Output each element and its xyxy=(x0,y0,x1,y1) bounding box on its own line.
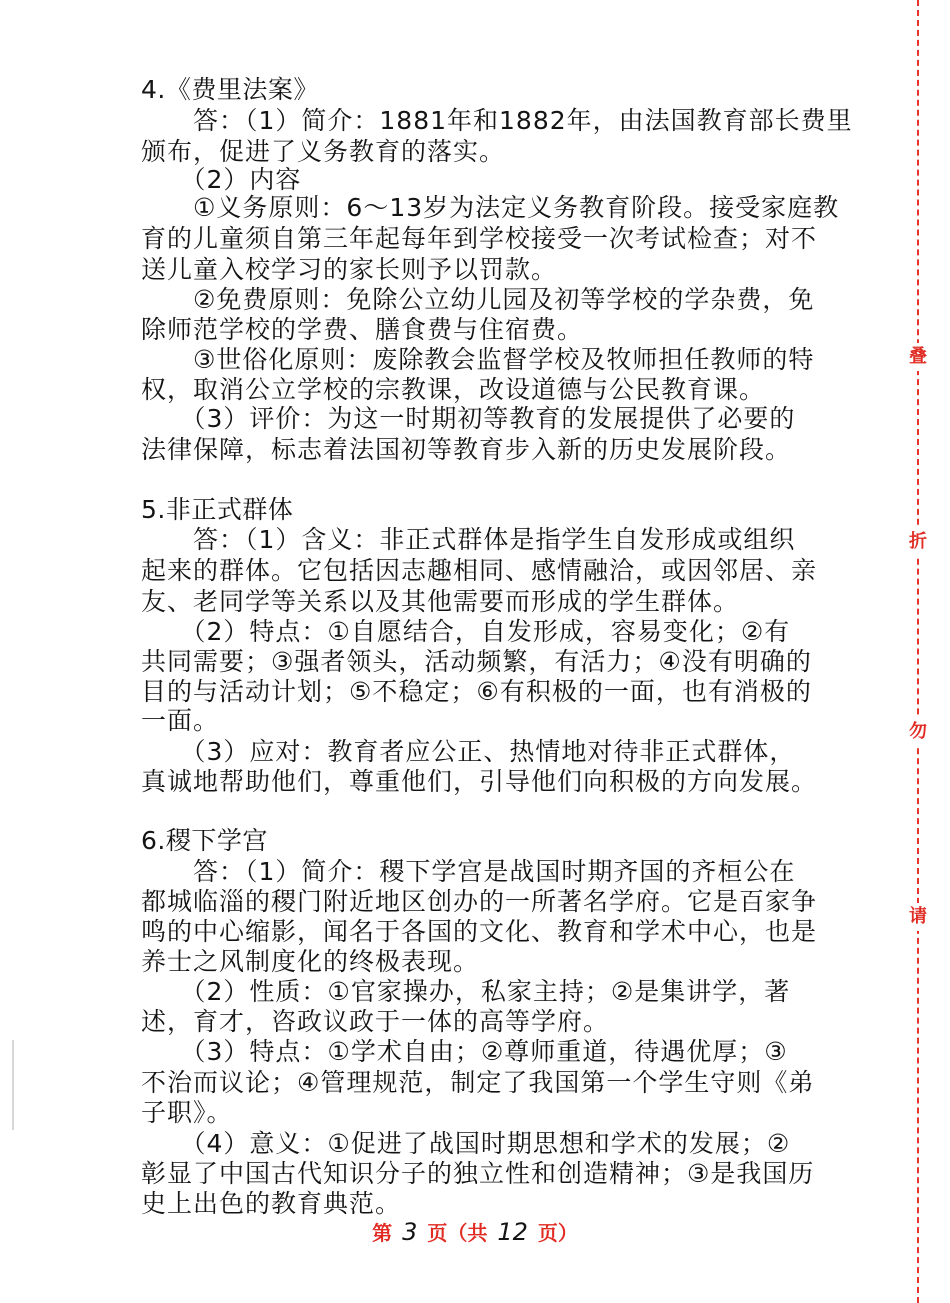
section-heading-6: 6.稷下学宫 xyxy=(141,826,268,855)
fold-label-wu: 勿 xyxy=(906,718,930,746)
fold-label-die: 叠 xyxy=(906,343,930,371)
section-4-line: 颁布，促进了义务教育的落实。 xyxy=(141,137,506,166)
section-4-line: 育的儿童须自第三年起每年到学校接受一次考试检查；对不 xyxy=(141,224,818,253)
section-4-line: （3）评价：为这一时期初等教育的发展提供了必要的 xyxy=(141,404,796,433)
section-4-line: 除师范学校的学费、膳食费与住宿费。 xyxy=(141,315,584,344)
fold-label-zhe: 折 xyxy=(906,528,930,556)
section-4-line: ③世俗化原则：废除教会监督学校及牧师担任教师的特 xyxy=(141,345,815,374)
section-5-line: 目的与活动计划；⑤不稳定；⑥有积极的一面，也有消极的 xyxy=(141,677,812,706)
section-6-line: 述，育才，咨政议政于一体的高等学府。 xyxy=(141,1007,610,1036)
page-number-footer xyxy=(0,1217,950,1246)
section-4-line: 权，取消公立学校的宗教课，改设道德与公民教育课。 xyxy=(141,375,766,404)
section-4-line: ①义务原则：6～13岁为法定义务教育阶段。接受家庭教 xyxy=(141,193,840,222)
footer-prefix: 第 xyxy=(372,1221,393,1245)
section-5-line: 共同需要；③强者领头，活动频繁，有活力；④没有明确的 xyxy=(141,647,812,676)
footer-suffix: 页） xyxy=(537,1221,578,1245)
section-6-line: 不治而议论；④管理规范，制定了我国第一个学生守则《弟 xyxy=(141,1068,815,1097)
section-heading-4: 4.《费里法案》 xyxy=(141,75,319,104)
section-4-line: 送儿童入校学习的家长则予以罚款。 xyxy=(141,255,558,284)
section-5-line: 真诚地帮助他们，尊重他们，引导他们向积极的方向发展。 xyxy=(141,767,818,796)
fold-line xyxy=(917,0,919,1303)
section-5-line: 友、老同学等关系以及其他需要而形成的学生群体。 xyxy=(141,587,740,616)
section-6-line: 都城临淄的稷门附近地区创办的一所著名学府。它是百家争 xyxy=(141,887,818,916)
footer-page: 3 xyxy=(402,1218,418,1246)
section-4-line: 答：（1）简介：1881年和1882年，由法国教育部长费里 xyxy=(141,106,853,135)
section-5-line: （3）应对：教育者应公正、热情地对待非正式群体， xyxy=(141,737,796,766)
section-6-line: 史上出色的教育典范。 xyxy=(141,1189,402,1218)
footer-middle: 页（共 xyxy=(427,1221,488,1245)
section-6-line: （4）意义：①促进了战国时期思想和学术的发展；② xyxy=(141,1129,791,1158)
section-4-line: ②免费原则：免除公立幼儿园及初等学校的学杂费，免 xyxy=(141,285,815,314)
section-5-line: （2）特点：①自愿结合，自发形成，容易变化；②有 xyxy=(141,617,791,646)
section-6-line: 彰显了中国古代知识分子的独立性和创造精神；③是我国历 xyxy=(141,1159,815,1188)
section-4-line: （2）内容 xyxy=(141,165,302,194)
section-4-line: 法律保障，标志着法国初等教育步入新的历史发展阶段。 xyxy=(141,435,792,464)
section-6-line: 子职》。 xyxy=(141,1098,233,1127)
fold-label-qing: 请 xyxy=(906,903,930,931)
section-6-line: （2）性质：①官家操办，私家主持；②是集讲学，著 xyxy=(141,977,791,1006)
section-6-line: 养士之风制度化的终极表现。 xyxy=(141,947,480,976)
section-heading-5: 5.非正式群体 xyxy=(141,495,294,524)
section-5-line: 起来的群体。它包括因志趣相同、感情融洽，或因邻居、亲 xyxy=(141,556,818,585)
footer-total: 12 xyxy=(497,1218,528,1246)
scan-edge-mark xyxy=(12,1040,14,1130)
section-6-line: 鸣的中心缩影，闻名于各国的文化、教育和学术中心，也是 xyxy=(141,917,818,946)
section-6-line: （3）特点：①学术自由；②尊师重道，待遇优厚；③ xyxy=(141,1037,788,1066)
section-5-line: 一面。 xyxy=(141,706,220,735)
section-6-line: 答：（1）简介：稷下学宫是战国时期齐国的齐桓公在 xyxy=(141,857,796,886)
section-5-line: 答：（1）含义：非正式群体是指学生自发形成或组织 xyxy=(141,525,796,554)
